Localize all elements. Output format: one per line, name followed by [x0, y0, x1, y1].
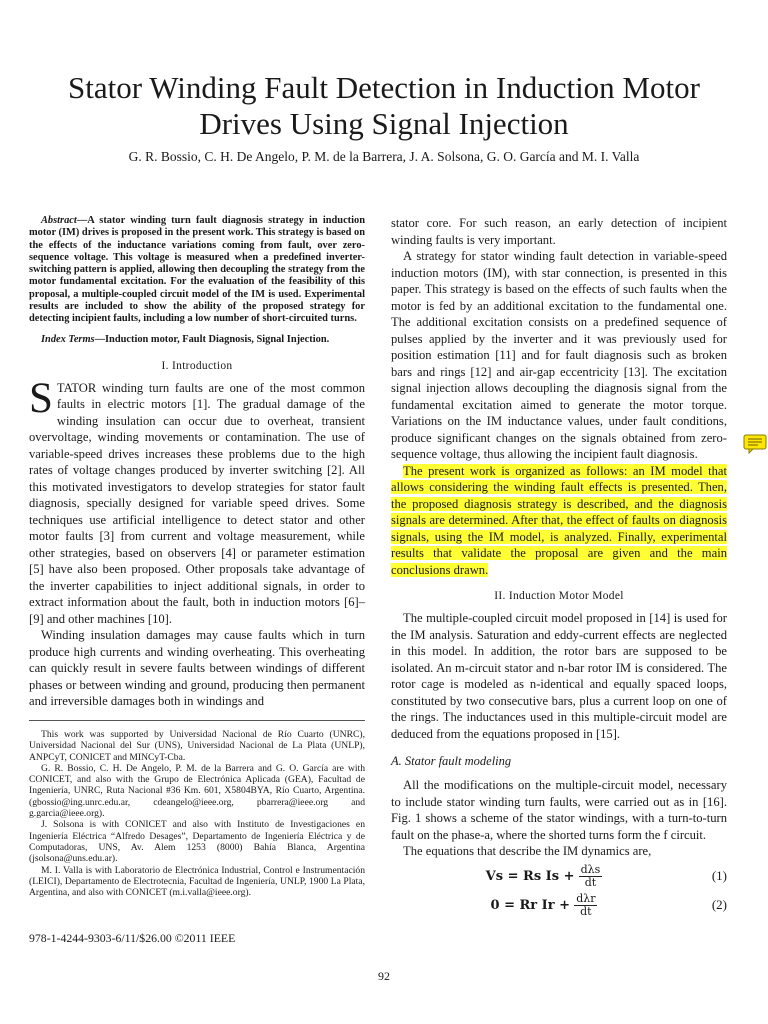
- model-paragraph: The multiple-coupled circuit model proposed in [14] is used for the IM analysis. Saturation and eddy-current effects are neglected in this model. In addition, the rotor bars are supposed to be isolated. An m-circuit stator and n-bar rotor IM is considered. The rotor cage is modeled as n-identical and equally spaced loops, constituted by two consecutive bars, plus a current loop on one of the rings. The inductances used in this multiple-circuit model are deduced from the equations proposed in [15].: [391, 611, 727, 741]
- section-heading-introduction: I. Introduction: [161, 359, 233, 372]
- equation-2-denominator: dt: [580, 904, 592, 918]
- abstract: [29, 215, 365, 326]
- paper-title: [40, 70, 728, 142]
- equation-2-number: (2): [711, 897, 727, 912]
- equation-2: [391, 893, 727, 918]
- title-line-1: Stator Winding Fault Detection in Induction Motor: [68, 70, 700, 105]
- intro-text-1: TATOR winding turn faults are one of the most common faults in electric motors [1]. The gradual damage of the winding insulation can occur due to overheat, transient overvoltage, winding movements or contamination. The use of variable-speed drives increases these problems due to the high rates of voltage changes produced by inverter switching [2]. All this motivated investigators to develop strategies for stator fault diagnosis, specially designed for variable speed drives. Some techniques use artificial intelligence to detect stator and other motor faults [3] from current and voltage measurement, while other strategies, based on observers [4] or parameter estimation [5] have also been proposed. Other proposals take advantage of the inverter capabilities to inject additional signals, in order to extract information about the fault, both in induction motors [6]–[9] and other machines [10].: [29, 380, 365, 626]
- highlighted-paragraph[interactable]: [391, 463, 727, 579]
- footnote-affiliation-1: G. R. Bossio, C. H. De Angelo, P. M. de la Barrera and G. O. García are with CONICET, and also with the Grupo de Electrónica Aplicada (GEA), Facultad de Ingeniería, UNRC, Ruta Nacional #36 Km. 601, X5804BYA, Río Cuarto, Argentina. (gbossio@ing.unrc.edu.ar, cdeangelo@ieee.org, pbarrera@ieee.org and g.garcia@ieee.org).: [29, 762, 365, 820]
- equation-1-fraction: [579, 864, 603, 889]
- abstract-text: —A stator winding turn fault diagnosis strategy in induction motor (IM) drives is proposed in the present work. This strategy is based on the effects of the inductance variations coming from fault, over zero-sequence voltage. This voltage is measured when a predefined inverter-switching pattern is applied, allowing then decoupling the strategy from the motor fundamental excitation. For the evaluation of the feasibility of this proposal, a multiple-coupled circuit model of the IM is used. Experimental results are included to show the ability of the proposed strategy for detecting incipient faults, including a low number of short-circuited turns.: [29, 215, 365, 325]
- right-paragraph-2: A strategy for stator winding fault detection in variable-speed induction motors (IM), with star connection, is presented in this paper. This strategy is based on the effects of such faults when the motor is fed by an additional excitation to the fundamental one. The additional excitation consists on a predefined sequence of pulses applied by the inverter and it was previously used for position estimation [11] and for fault diagnosis such as broken bars and rings [12] and air-gap eccentricity [13]. The excitation signal injection allows decoupling the diagnosis signal from the fundamental excitation aimed to generate the motor torque. Variations on the IM inductance values, under fault conditions, produce significant changes on the signals obtained from zero-sequence voltage, thus allowing the incipient fault diagnosis.: [391, 249, 727, 461]
- equation-2-lhs: 0 = Rr Ir +: [490, 897, 571, 913]
- equation-2-body: [391, 893, 697, 918]
- section-heading-model: II. Induction Motor Model: [494, 590, 624, 602]
- equation-1-number: (1): [711, 868, 727, 883]
- equation-2-numerator: dλr: [576, 891, 596, 905]
- right-paragraph-1: stator core. For such reason, an early detection of incipient winding faults is very important.: [391, 216, 727, 247]
- right-column: [391, 215, 727, 922]
- copyright-line: 978-1-4244-9303-6/11/$26.00 ©2011 IEEE: [29, 931, 236, 945]
- index-terms: [29, 334, 365, 346]
- fault-paragraph: All the modifications on the multiple-circuit model, necessary to include stator winding turn faults, were carried out as in [16]. Fig. 1 shows a scheme of the stator windings, with a turn-to-turn fault on the phase-a, where the shorted turns form the f circuit.: [391, 778, 727, 842]
- footnote-affiliation-3: M. I. Valla is with Laboratorio de Electrónica Industrial, Control e Instrumentación (LEICI), Departamento de Electrotecnia, Facultad de Ingeniería, UNLP, 1900 La Plata, Argentina, and also with CONICET (m.i.valla@ieee.org).: [29, 864, 365, 899]
- highlight-annotation[interactable]: The present work is organized as follows: an IM model that allows considering the winding fault effects is presented. Then, the proposed diagnosis strategy is described, and the diagnosis signals are determined. After that, the effect of faults on diagnosis signals, using the IM model, is analyzed. Finally, experimental results that validate the proposal are given and the main conclusions drawn.: [391, 463, 727, 577]
- equation-1-numerator: dλs: [580, 862, 601, 876]
- equation-1-lhs: Vs = Rs Is +: [485, 868, 575, 884]
- equation-1-denominator: dt: [584, 875, 597, 889]
- title-line-2: Drives Using Signal Injection: [199, 106, 569, 141]
- comment-note-icon[interactable]: [743, 434, 767, 454]
- footnote-funding: This work was supported by Universidad Nacional de Río Cuarto (UNRC), Universidad Nacional del Sur (UNS), Universidad Nacional de La Plata (UNLP), ANPCyT, CONICET and MINCyT-Cba.: [29, 728, 365, 763]
- abstract-label: Abstract: [41, 215, 77, 226]
- equation-1: [391, 864, 727, 889]
- equation-2-fraction: [574, 893, 597, 918]
- left-column: [29, 215, 365, 898]
- index-terms-text: —Induction motor, Fault Diagnosis, Signal Injection.: [94, 333, 330, 345]
- footnote-affiliation-2: J. Solsona is with CONICET and also with Instituto de Investigaciones en Ingeniería Eléctrica “Alfredo Desages”, Departamento de Ingeniería Eléctrica y de Computadoras, UNS, Av. Alem 1253 (8000) Bahía Blanca, Argentina (jsolsona@uns.edu.ar).: [29, 819, 365, 865]
- subsection-heading: A. Stator fault modeling: [391, 754, 512, 768]
- equations-intro: The equations that describe the IM dynamics are,: [403, 844, 652, 858]
- index-terms-label: Index Terms: [41, 333, 95, 345]
- author-list: G. R. Bossio, C. H. De Angelo, P. M. de la Barrera, J. A. Solsona, G. O. García and M. I. Valla: [128, 149, 640, 164]
- intro-paragraph-2: Winding insulation damages may cause faults which in turn produce high currents and winding overheating. This overheating can quickly result in severe faults between windings of different phases or between winding and ground, producing then permanent and irreversible damages both in windings and: [29, 628, 365, 709]
- intro-paragraph-1: [29, 374, 365, 628]
- equation-1-body: [391, 864, 697, 889]
- page-number: 92: [378, 969, 390, 983]
- drop-cap: S: [29, 374, 53, 422]
- footnote-divider: [29, 720, 365, 721]
